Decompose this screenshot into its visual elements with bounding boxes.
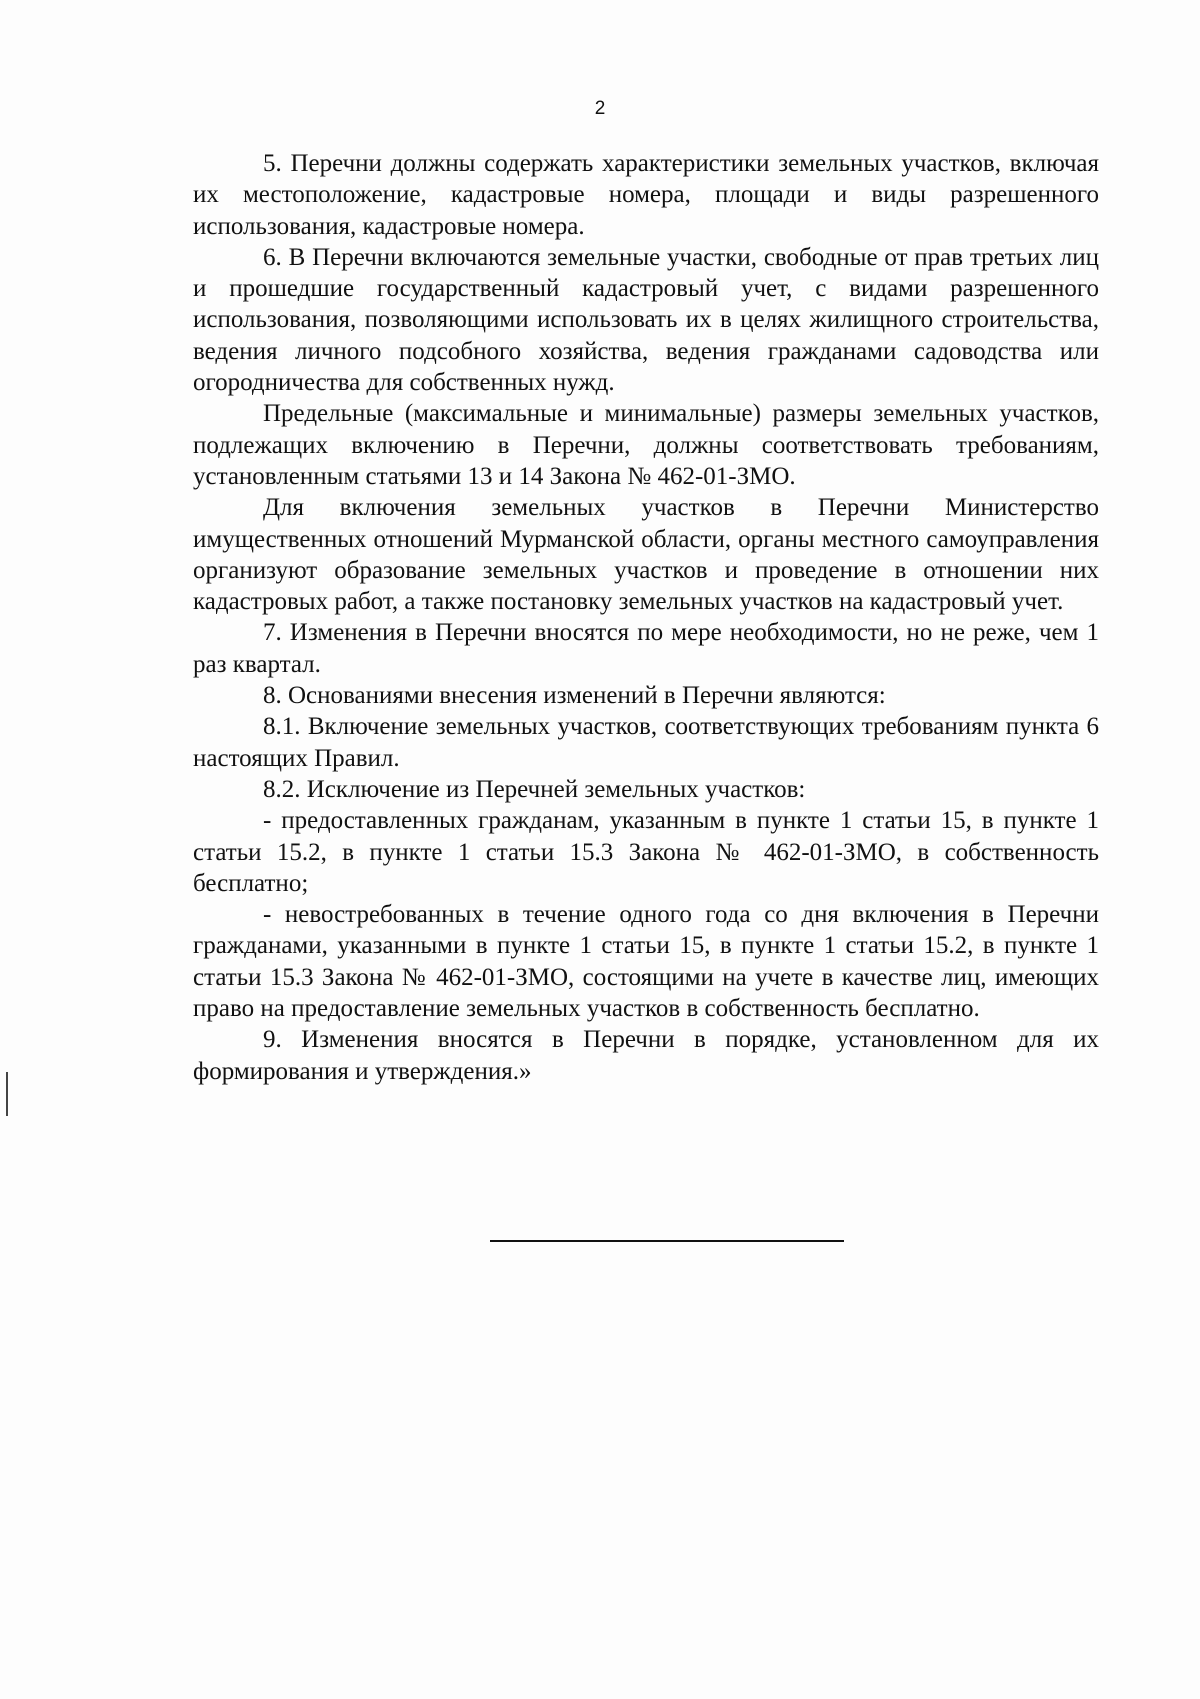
paragraph-item-9: 9. Изменения вносятся в Перечни в порядке, установленном для их формирования и утверждения.» xyxy=(193,1026,1099,1085)
paragraph-item-8-2: 8.2. Исключение из Перечней земельных участков: xyxy=(263,775,806,803)
end-of-text-rule xyxy=(490,1240,844,1242)
scan-margin-mark xyxy=(6,1072,8,1116)
paragraph-item-8-1: 8.1. Включение земельных участков, соответствующих требованиям пункта 6 настоящих Правил. xyxy=(193,713,1099,772)
paragraph-size-limits: Предельные (максимальные и минимальные) размеры земельных участков, подлежащих включению в Перечни, должны соответствовать требованиям, установленным статьями 13 и 14 Закона № 462-01-ЗМО. xyxy=(193,400,1099,490)
paragraph-exclusion-provided: - предоставленных гражданам, указанным в пункте 1 статьи 15, в пункте 1 статьи 15.2, в пункте 1 статьи 15.3 Закона № 462-01-ЗМО, в собственность бесплатно; xyxy=(193,807,1099,897)
paragraph-item-6: 6. В Перечни включаются земельные участки, свободные от прав третьих лиц и прошедшие государственный кадастровый учет, с видами разрешенного использования, позволяющими использовать их в целях жилищного строительства, ведения личного подсобного хозяйства, ведения гражданами садоводства или огородничества для собственных нужд. xyxy=(193,243,1099,397)
paragraph-item-5: 5. Перечни должны содержать характеристики земельных участков, включая их местоположение, кадастровые номера, площади и виды разрешенного использования, кадастровые номера. xyxy=(193,150,1099,240)
paragraph-item-8: 8. Основаниями внесения изменений в Перечни являются: xyxy=(263,682,886,710)
paragraph-exclusion-unclaimed: - невостребованных в течение одного года со дня включения в Перечни гражданами, указанными в пункте 1 статьи 15, в пункте 1 статьи 15.2, в пункте 1 статьи 15.3 Закона № 462-01-ЗМО, состоящими на учете в качестве лиц, имеющих право на предоставление земельных участков в собственность бесплатно. xyxy=(193,901,1099,1023)
paragraph-inclusion-procedure: Для включения земельных участков в Перечни Министерство имущественных отношений Мурманской области, органы местного самоуправления организуют образование земельных участков и проведение в отношении них кадастровых работ, а также постановку земельных участков на кадастровый учет. xyxy=(193,494,1099,616)
paragraph-item-7: 7. Изменения в Перечни вносятся по мере необходимости, но не реже, чем 1 раз квартал. xyxy=(193,619,1099,678)
document-body xyxy=(193,148,1099,1087)
page-number: 2 xyxy=(594,98,606,119)
